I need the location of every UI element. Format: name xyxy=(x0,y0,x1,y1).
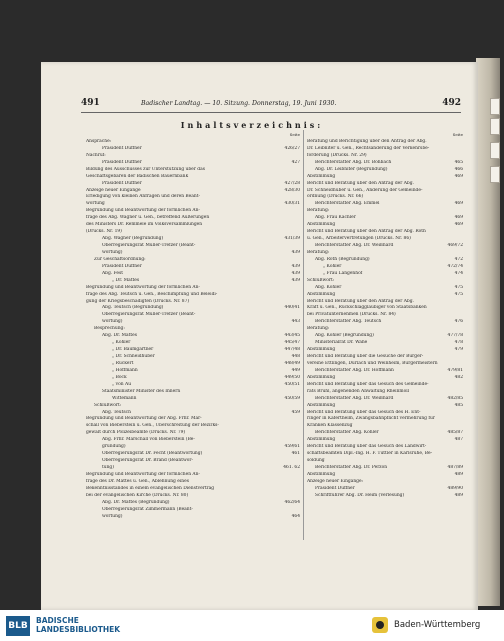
blb-logo: BLB xyxy=(6,616,30,636)
toc-entry xyxy=(86,271,300,278)
toc-entry-text: Wittemann xyxy=(112,395,137,401)
toc-entry-page: 489/90 xyxy=(447,485,463,491)
toc-entry-page: 443/45 xyxy=(284,333,300,339)
toc-entry xyxy=(86,188,300,195)
toc-entry xyxy=(307,236,463,243)
toc-entry xyxy=(307,208,463,215)
toc-entry-page: 472/74 xyxy=(447,263,463,269)
page-tab xyxy=(490,98,500,115)
toc-entry xyxy=(307,194,463,201)
toc-entry-page: 485/87 xyxy=(447,430,463,436)
toc-entry-text: Beratung und Berichtigung über den Antrag der Abg. xyxy=(307,138,427,144)
toc-entry-text: frage des Abg. Teutsch u. Gen., Beschimpfung und Beleidi- xyxy=(86,291,218,297)
toc-entry-text: Berichterstatter Abg. Dr. Perzon xyxy=(315,465,388,471)
toc-entry-text: Besprechung: xyxy=(94,326,125,332)
page-tab xyxy=(490,142,500,159)
toc-entry xyxy=(86,416,300,423)
page-tab xyxy=(490,166,500,183)
toc-entry xyxy=(86,215,300,222)
toc-entry-page: 439 xyxy=(291,270,300,276)
toc-entry xyxy=(307,215,463,222)
toc-entry-text: Bericht und Beratung über die Gesuche der Bürger- xyxy=(307,354,424,360)
toc-entry xyxy=(307,472,463,479)
toc-entry xyxy=(307,375,463,382)
toc-entry xyxy=(307,430,463,437)
toc-entry-text: Abstimmung xyxy=(307,437,336,443)
toc-entry-text: Präsident Duffner xyxy=(102,180,142,186)
toc-entry-text: Bericht und Beratung über den Antrag der Abg. Roth xyxy=(307,229,426,235)
toc-entry-text: Abstimmung xyxy=(307,173,336,179)
toc-entry-text: Oberregierungsrat Müller-Trefzer (Beant- xyxy=(102,243,196,249)
toc-entry-text: Abg. Dr. Mattes xyxy=(102,333,138,339)
toc-entry-text: Abg. Roth (Begründung) xyxy=(315,256,370,262)
toc-title: Inhaltsverzeichnis: xyxy=(180,120,324,130)
toc-entry-text: gewalt durch Polizeibeamte (Drucks. Nr. 79) xyxy=(86,430,186,436)
toc-entry-text: „ Dr. Mattes xyxy=(112,277,140,283)
toc-entry-page: 469/72 xyxy=(447,243,463,249)
toc-entry-page: 474 xyxy=(454,270,463,276)
toc-entry-text: Präsident Duffner xyxy=(102,263,142,269)
toc-entry-text: förderung (Drucks. Nr. 29) xyxy=(307,152,367,158)
toc-entry-page: 469 xyxy=(454,215,463,221)
toc-entry xyxy=(307,368,463,375)
toc-entry xyxy=(307,403,463,410)
toc-entry xyxy=(86,299,300,306)
toc-entry xyxy=(86,507,300,514)
toc-entry-page: 439 xyxy=(291,263,300,269)
toc-entry-text: Abg. Teutsch xyxy=(102,409,131,415)
toc-entry-text: Abg. Dr. Leibniter (Begründung) xyxy=(315,166,388,172)
toc-entry xyxy=(307,382,463,389)
toc-entry-text: „ Dr. Schneidhuber xyxy=(112,354,155,360)
toc-entry xyxy=(307,423,463,430)
toc-entry xyxy=(307,278,463,285)
toc-entry xyxy=(307,264,463,271)
toc-entry-text: bei der evangelischen Kirche (Drucks. Nr. 80) xyxy=(86,492,189,498)
toc-entry-page: 489 xyxy=(454,471,463,477)
toc-entry-text: Abg. Teutsch (Begründung) xyxy=(102,305,164,311)
toc-entry-page: 428/30 xyxy=(284,187,300,193)
toc-entry xyxy=(307,410,463,417)
toc-entry-text: rats Bruhl, angehenden Anwaltung Rheinmoll xyxy=(307,388,410,394)
toc-entry-text: Abg. Frhr. Marschall von Bieberstein (Be- xyxy=(102,437,195,443)
toc-entry xyxy=(307,292,463,299)
toc-entry-text: (Drucks. Nr. 19) xyxy=(86,229,122,235)
toc-entry xyxy=(307,326,463,333)
toc-entry xyxy=(86,472,300,479)
toc-entry-page: 477/78 xyxy=(447,333,463,339)
toc-entry-page: 479/81 xyxy=(447,367,463,373)
toc-entry-text: Dr. Schneidhuber u. Gen., Änderung der Gemeinde- xyxy=(307,187,423,193)
column-divider xyxy=(303,130,304,540)
toc-entry xyxy=(307,305,463,312)
toc-entry xyxy=(86,514,300,521)
toc-entry xyxy=(307,333,463,340)
toc-entry-text: vereine Ettlingen, Durlach und Weinheim, Bürgermeistern xyxy=(307,360,438,366)
toc-entry xyxy=(86,465,300,472)
header-rule xyxy=(81,112,461,113)
toc-entry xyxy=(86,181,300,188)
toc-entry-text: Berichterstatter Abg. Dr. Bohbach xyxy=(315,159,392,165)
toc-entry-text: Nachruf: xyxy=(86,152,106,158)
toc-entry xyxy=(307,396,463,403)
toc-entry-text: frage des Dr. Mattes u. Gen., Ablehnung eines xyxy=(86,478,189,484)
toc-left-column xyxy=(86,132,300,521)
toc-entry-text: Abg. Fest xyxy=(102,270,124,276)
toc-entry xyxy=(307,153,463,160)
toc-entry xyxy=(307,361,463,368)
toc-entry xyxy=(307,229,463,236)
toc-entry-page: 431/39 xyxy=(284,236,300,242)
toc-entry-text: Anzeige neuer Eingänge xyxy=(86,187,141,193)
toc-entry xyxy=(86,285,300,292)
toc-entry xyxy=(307,222,463,229)
page-number-left: 491 xyxy=(81,98,100,108)
toc-entry xyxy=(86,437,300,444)
bw-label: Baden-Württemberg xyxy=(394,620,481,630)
toc-entry-text: Bildung des Ausschusses zur Unterstützung über das xyxy=(86,166,205,172)
toc-entry-page: 485 xyxy=(454,402,463,408)
toc-entry-text: Abg. Dr. Mattes (Begründung) xyxy=(102,499,170,505)
toc-entry-page: 427 xyxy=(291,159,300,165)
toc-entry-text: Schriftführer Abg. Dr. Heim (Verlesung) xyxy=(315,492,405,498)
toc-entry xyxy=(86,326,300,333)
toc-entry-text: Bericht und Beratung über den Antrag der Abg. xyxy=(307,298,414,304)
toc-entry-text: Bericht und Beratung über das Gesuch des H. Ent- xyxy=(307,409,421,415)
toc-entry xyxy=(307,486,463,493)
toc-entry-page: 462/64 xyxy=(284,499,300,505)
toc-entry-text: Kraft u. Gen., Rückschlaggläubiger von Staatsbanken xyxy=(307,305,427,311)
toc-entry xyxy=(86,444,300,451)
toc-entry-page: 445/47 xyxy=(284,340,300,346)
toc-right-column xyxy=(307,132,463,500)
toc-entry-text: Schlußwort: xyxy=(307,277,335,283)
toc-entry xyxy=(86,430,300,437)
toc-entry-page: 450/59 xyxy=(284,395,300,401)
toc-entry xyxy=(86,305,300,312)
seite-label: Seite xyxy=(452,132,463,137)
toc-entry-text: „ Dr. Baumgartner xyxy=(112,347,154,353)
toc-entry-page: 459 xyxy=(291,409,300,415)
bw-crest-icon xyxy=(372,617,388,633)
toc-entry-text: wortung) xyxy=(102,513,123,519)
toc-entry xyxy=(86,340,300,347)
toc-entry-page: 466 xyxy=(454,166,463,172)
toc-entry-text: Oberregierungsrat Müller-Trefzer (Beant- xyxy=(102,312,196,318)
toc-entry xyxy=(86,146,300,153)
toc-entry-page: 478 xyxy=(454,340,463,346)
toc-entry-page: 469 xyxy=(454,173,463,179)
toc-entry xyxy=(307,167,463,174)
footer-bar xyxy=(0,610,504,641)
toc-entry xyxy=(86,319,300,326)
toc-entry xyxy=(86,354,300,361)
toc-entry-page: 426/27 xyxy=(284,145,300,151)
toc-entry-text: ringer in Käfertheim, Zwangsbahnpflicht vermehrung für xyxy=(307,416,435,422)
toc-entry xyxy=(86,368,300,375)
toc-entry xyxy=(86,423,300,430)
toc-entry-page: 475 xyxy=(454,284,463,290)
toc-entry xyxy=(307,312,463,319)
toc-entry xyxy=(307,493,463,500)
toc-entry-text: Erledigung von kleinen Anfragen und deren Beant- xyxy=(86,194,200,200)
toc-entry-text: Anzeige neuer Eingänge: xyxy=(307,478,364,484)
toc-entry-text: wortung) xyxy=(102,249,123,255)
toc-entry-text: schall von Bieberstein u. Gen., Überschreitung der Bezirks- xyxy=(86,423,219,429)
toc-entry xyxy=(86,208,300,215)
toc-entry-text: Beratung: xyxy=(307,326,330,332)
toc-entry-page: 487 xyxy=(454,437,463,443)
toc-entry-text: u. Gen., Arbeitervertretungen (Drucks. Nr. 86) xyxy=(307,236,411,242)
toc-entry xyxy=(86,174,300,181)
toc-entry-text: Abg. Frau Kächler xyxy=(315,215,356,221)
toc-entry xyxy=(307,139,463,146)
toc-entry xyxy=(86,486,300,493)
toc-entry-text: Ansprache: xyxy=(86,138,112,144)
toc-entry-text: Abg. Wagner (Begründung) xyxy=(102,236,164,242)
toc-entry-text: Abstimmung xyxy=(307,347,336,353)
toc-entry-page: 461 xyxy=(291,451,300,457)
toc-entry xyxy=(86,167,300,174)
toc-entry xyxy=(307,257,463,264)
toc-entry xyxy=(86,500,300,507)
toc-entry xyxy=(307,354,463,361)
toc-entry xyxy=(307,389,463,396)
toc-entry xyxy=(86,458,300,465)
toc-entry-page: 465 xyxy=(454,159,463,165)
toc-entry xyxy=(86,194,300,201)
toc-entry-text: Ministerialrat Dr. Wähe xyxy=(315,340,368,346)
toc-entry xyxy=(86,382,300,389)
toc-entry xyxy=(86,264,300,271)
toc-entry-page: 427/28 xyxy=(284,180,300,186)
toc-entry xyxy=(307,146,463,153)
blb-name xyxy=(36,616,120,634)
page-number-right: 492 xyxy=(442,98,461,108)
toc-entry-page: 439 xyxy=(291,249,300,255)
toc-entry-text: Beratung: xyxy=(307,249,330,255)
toc-entry-text: Abstimmung xyxy=(307,471,336,477)
toc-entry-page: 448 xyxy=(291,354,300,360)
toc-entry-text: Berichterstatter Abg. Dr. Weißhard xyxy=(315,243,394,249)
toc-entry-page: 479 xyxy=(454,347,463,353)
toc-entry-page: 487/89 xyxy=(447,465,463,471)
toc-entry xyxy=(86,347,300,354)
toc-entry-text: ordnung (Drucks. Nr. 66) xyxy=(307,194,364,200)
toc-entry xyxy=(307,465,463,472)
toc-entry-text: Begründung und Beantwortung der förmlichen An- xyxy=(86,471,200,477)
toc-entry-text: tung) xyxy=(102,465,114,471)
toc-entry xyxy=(86,396,300,403)
toc-entry xyxy=(307,451,463,458)
toc-entry-page: 440/41 xyxy=(284,305,300,311)
toc-entry-text: Berichterstatter Abg. Emmel xyxy=(315,201,380,207)
toc-entry xyxy=(307,243,463,250)
toc-entry xyxy=(86,243,300,250)
toc-entry-page: 450/51 xyxy=(284,381,300,387)
toc-entry-text: Berichterstatter Abg. Teutsch xyxy=(315,319,382,325)
toc-entry-page: 443 xyxy=(291,319,300,325)
toc-entry-text: Staatsminister Minister des Innern xyxy=(102,388,181,394)
toc-entry-page: 482 xyxy=(454,374,463,380)
toc-entry-page: 447/48 xyxy=(284,347,300,353)
toc-entry xyxy=(86,236,300,243)
toc-entry-page: 489 xyxy=(454,492,463,498)
toc-entry-text: Oberregierungsrat Zimmermann (Beant- xyxy=(102,506,193,512)
toc-entry-page: 430/31 xyxy=(284,201,300,207)
toc-entry-text: Dr. Leibniter u. Gen., Rechtsänderung der Verkehrsbe- xyxy=(307,145,430,151)
toc-entry-text: Oberregierungsrat Dr. Brand (Beantwor- xyxy=(102,458,193,464)
toc-entry xyxy=(86,479,300,486)
toc-entry xyxy=(86,375,300,382)
toc-entry-text: Oberregierungsrat Dr. Fecht (Beantwortung) xyxy=(102,451,203,457)
toc-entry-page: 472 xyxy=(454,256,463,262)
toc-entry-page: 461. 62 xyxy=(283,465,300,471)
toc-entry xyxy=(86,201,300,208)
toc-entry xyxy=(307,188,463,195)
toc-entry xyxy=(307,250,463,257)
toc-entry-text: Begründung und Beantwortung der förmlichen An- xyxy=(86,284,200,290)
toc-entry-text: Bekenntnisstandes in einem evangelischen Dienstvertrag xyxy=(86,485,215,491)
toc-entry xyxy=(307,319,463,326)
toc-entry-text: gründung) xyxy=(102,444,126,450)
toc-entry xyxy=(86,410,300,417)
toc-entry-page: 449 xyxy=(291,367,300,373)
toc-entry xyxy=(86,451,300,458)
toc-entry xyxy=(86,389,300,396)
toc-entry xyxy=(86,153,300,160)
toc-entry xyxy=(307,479,463,486)
toc-entry-text: Begründung und Beantwortung der förmlichen An- xyxy=(86,208,200,214)
toc-entry xyxy=(86,361,300,368)
toc-entry-text: „ von Au xyxy=(112,381,132,387)
toc-entry-text: „ Köhler xyxy=(112,340,131,346)
toc-entry xyxy=(86,257,300,264)
toc-entry-page: 482/85 xyxy=(447,395,463,401)
toc-entry-text: bei Privatunternehmen (Drucks. Nr. 84) xyxy=(307,312,396,318)
toc-entry-page: 449/50 xyxy=(284,374,300,380)
toc-entry-text: Bericht und Beratung über das Gesuch des Gemeinde- xyxy=(307,381,429,387)
toc-entry-text: wortung xyxy=(86,201,105,207)
toc-entry xyxy=(307,285,463,292)
toc-entry-page: 469 xyxy=(454,222,463,228)
toc-entry xyxy=(307,174,463,181)
toc-entry xyxy=(86,312,300,319)
toc-entry-text: Abg. Köhler (Begründung) xyxy=(315,333,374,339)
toc-entry xyxy=(307,347,463,354)
toc-entry-text: Bericht und Beratung über den Antrag der Abg. xyxy=(307,180,414,186)
seite-label: Seite xyxy=(289,132,300,137)
page-header xyxy=(81,98,461,110)
toc-entry-text: Präsident Duffner xyxy=(315,485,355,491)
toc-entry-text: Abstimmung xyxy=(307,374,336,380)
toc-entry xyxy=(307,340,463,347)
toc-entry-page: 464 xyxy=(291,513,300,519)
toc-entry-text: Schlußwort: xyxy=(94,402,122,408)
toc-entry xyxy=(307,444,463,451)
toc-entry-page: 476 xyxy=(454,319,463,325)
toc-entry xyxy=(307,160,463,167)
toc-entry xyxy=(86,250,300,257)
blb-line1: BADISCHE xyxy=(36,616,79,625)
toc-entry-text: Zur Geschäftsordnung: xyxy=(94,256,146,262)
toc-entry-text: Kranken Klassenzug xyxy=(307,423,353,429)
toc-entry-text: Begründung und Beantwortung der Abg. Frhr. Mar- xyxy=(86,416,202,422)
toc-entry xyxy=(86,160,300,167)
toc-entry xyxy=(307,271,463,278)
toc-entry xyxy=(307,181,463,188)
toc-entry xyxy=(86,292,300,299)
toc-entry-page: 459/61 xyxy=(284,444,300,450)
toc-entry-page: 475 xyxy=(454,291,463,297)
running-title: Badischer Landtag. — 10. Sitzung. Donnerstag, 19. Juni 1930. xyxy=(141,100,337,107)
toc-entry-text: Abg. Köhler xyxy=(315,284,342,290)
toc-entry-page: 469 xyxy=(454,201,463,207)
toc-entry-text: „ Frau Langenhof xyxy=(323,270,363,276)
toc-entry-text: Berichterstatter Abg. Dr. Weißhard xyxy=(315,395,394,401)
toc-entry-text: „ Hoffmann xyxy=(112,367,138,373)
toc-entry-page: 439 xyxy=(291,277,300,283)
toc-entry-text: „ Köhler xyxy=(323,263,342,269)
toc-entry-text: Berichterstatter Abg. Dr. Hoffmann xyxy=(315,367,394,373)
blb-line2: LANDESBIBLIOTHEK xyxy=(36,625,121,634)
toc-entry-text: frage des Abg. Wagner u. Gen., betreffend Äußerungen xyxy=(86,215,210,221)
toc-entry-text: Berichterstatter Abg. Köhler xyxy=(315,430,379,436)
toc-entry xyxy=(307,201,463,208)
book-spine xyxy=(476,58,500,606)
toc-entry-text: Präsident Duffner xyxy=(102,159,142,165)
toc-entry-text: Beratung: xyxy=(307,208,330,214)
toc-entry-text: Abstimmung xyxy=(307,402,336,408)
toc-entry-text: Abstimmung xyxy=(307,291,336,297)
toc-entry-text: soldung xyxy=(307,458,325,464)
toc-entry-text: schaftsbeamten Dipl.-Ing. H. F. Tuttler in Karlsruhe, Be- xyxy=(307,451,433,457)
toc-entry xyxy=(307,416,463,423)
toc-entry-text: Bericht und Beratung über das Gesuch des Landwirt- xyxy=(307,444,427,450)
toc-entry-text: des Ministers Dr. Remmele im Volksversammlungen xyxy=(86,222,203,228)
toc-entry xyxy=(86,403,300,410)
toc-entry-text: Präsident Duffner xyxy=(102,145,142,151)
toc-entry-text: wortung) xyxy=(102,319,123,325)
toc-entry-text: „ Bock xyxy=(112,374,127,380)
toc-entry xyxy=(307,458,463,465)
toc-entry xyxy=(86,229,300,236)
toc-entry-page: 448/49 xyxy=(284,360,300,366)
toc-entry xyxy=(86,222,300,229)
toc-entry xyxy=(86,333,300,340)
toc-entry-text: Geschäftsgebaren der Badischen Bauernbank xyxy=(86,173,189,179)
toc-entry xyxy=(86,139,300,146)
toc-entry-text: gung der Kriegsbeschädigten (Drucks. Nr. 87) xyxy=(86,298,190,304)
toc-entry xyxy=(86,493,300,500)
toc-entry xyxy=(86,278,300,285)
toc-entry-text: „ Rückert xyxy=(112,360,134,366)
toc-entry xyxy=(307,299,463,306)
toc-entry-text: Abstimmung xyxy=(307,222,336,228)
toc-entry xyxy=(307,437,463,444)
